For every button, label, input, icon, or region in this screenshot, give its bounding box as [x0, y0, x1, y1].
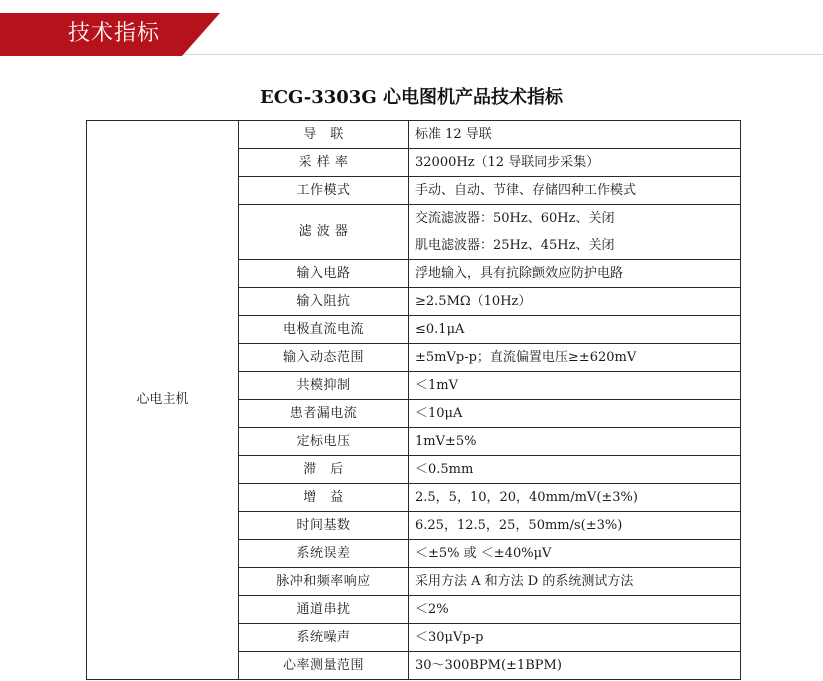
spec-value-line: 手动、自动、节律、存储四种工作模式 [415, 183, 637, 198]
spec-value-line: ≥2.5MΩ（10Hz） [415, 294, 532, 309]
spec-value-line: 肌电滤波器：25Hz、45Hz、关闭 [415, 238, 615, 253]
spec-item-label: 滞 后 [239, 456, 409, 484]
spec-item-label: 脉冲和频率响应 [239, 568, 409, 596]
spec-item-label: 通道串扰 [239, 596, 409, 624]
category-cell: 心电主机 [87, 121, 239, 680]
spec-value-line: ＜0.5mm [415, 462, 474, 477]
spec-item-value [409, 596, 741, 624]
spec-item-label: 输入动态范围 [239, 344, 409, 372]
spec-value-line: 30～300BPM(±1BPM) [415, 658, 562, 673]
spec-table [86, 120, 741, 680]
spec-item-value [409, 316, 741, 344]
spec-item-value [409, 121, 741, 149]
section-header [0, 13, 823, 56]
spec-value-line: ＜±5% 或 ＜±40%μV [415, 546, 552, 561]
spec-item-label: 导 联 [239, 121, 409, 149]
spec-item-label: 增 益 [239, 484, 409, 512]
spec-item-label: 患者漏电流 [239, 400, 409, 428]
spec-item-label: 滤 波 器 [239, 205, 409, 260]
spec-value-line: 32000Hz（12 导联同步采集） [415, 155, 600, 170]
spec-value-line: 6.25，12.5，25，50mm/s(±3%) [415, 518, 623, 533]
spec-item-label: 采 样 率 [239, 149, 409, 177]
spec-value-line: ≤0.1μA [415, 322, 465, 337]
spec-item-value [409, 652, 741, 680]
spec-value-line: ＜2% [415, 602, 449, 617]
spec-item-value [409, 205, 741, 260]
spec-item-label: 工作模式 [239, 177, 409, 205]
spec-value-line: 交流滤波器：50Hz、60Hz、关闭 [415, 211, 615, 226]
spec-item-value [409, 428, 741, 456]
spec-value-line: 采用方法 A 和方法 D 的系统测试方法 [415, 574, 634, 589]
spec-value-line: 2.5，5，10，20，40mm/mV(±3%) [415, 490, 638, 505]
document-title: ECG-3303G 心电图机产品技术指标 [260, 87, 563, 108]
spec-item-label: 心率测量范围 [239, 652, 409, 680]
spec-item-value [409, 288, 741, 316]
spec-value-line: 标准 12 导联 [415, 127, 492, 142]
spec-item-value [409, 456, 741, 484]
spec-item-label: 共模抑制 [239, 372, 409, 400]
spec-value-line: 1mV±5% [415, 434, 477, 449]
section-title: 技术指标 [68, 21, 161, 46]
spec-item-value [409, 484, 741, 512]
spec-value-line: ＜10μA [415, 406, 463, 421]
spec-item-value [409, 149, 741, 177]
spec-value-line: 浮地输入，具有抗除颤效应防护电路 [415, 266, 624, 281]
spec-item-value [409, 260, 741, 288]
spec-item-label: 输入阻抗 [239, 288, 409, 316]
spec-item-value [409, 372, 741, 400]
spec-item-label: 输入电路 [239, 260, 409, 288]
spec-item-value [409, 344, 741, 372]
spec-item-value [409, 512, 741, 540]
spec-item-label: 电极直流电流 [239, 316, 409, 344]
table-row [87, 121, 741, 149]
spec-value-line: ±5mVp-p；直流偏置电压≥±620mV [415, 350, 637, 365]
spec-item-label: 系统误差 [239, 540, 409, 568]
spec-value-line: ＜30μVp-p [415, 630, 484, 645]
spec-value-line: ＜1mV [415, 378, 458, 393]
spec-item-value [409, 400, 741, 428]
spec-item-value [409, 624, 741, 652]
spec-item-value [409, 568, 741, 596]
spec-item-value [409, 540, 741, 568]
spec-item-value [409, 177, 741, 205]
spec-item-label: 时间基数 [239, 512, 409, 540]
spec-item-label: 定标电压 [239, 428, 409, 456]
spec-item-label: 系统噪声 [239, 624, 409, 652]
spec-table-body [87, 121, 741, 680]
